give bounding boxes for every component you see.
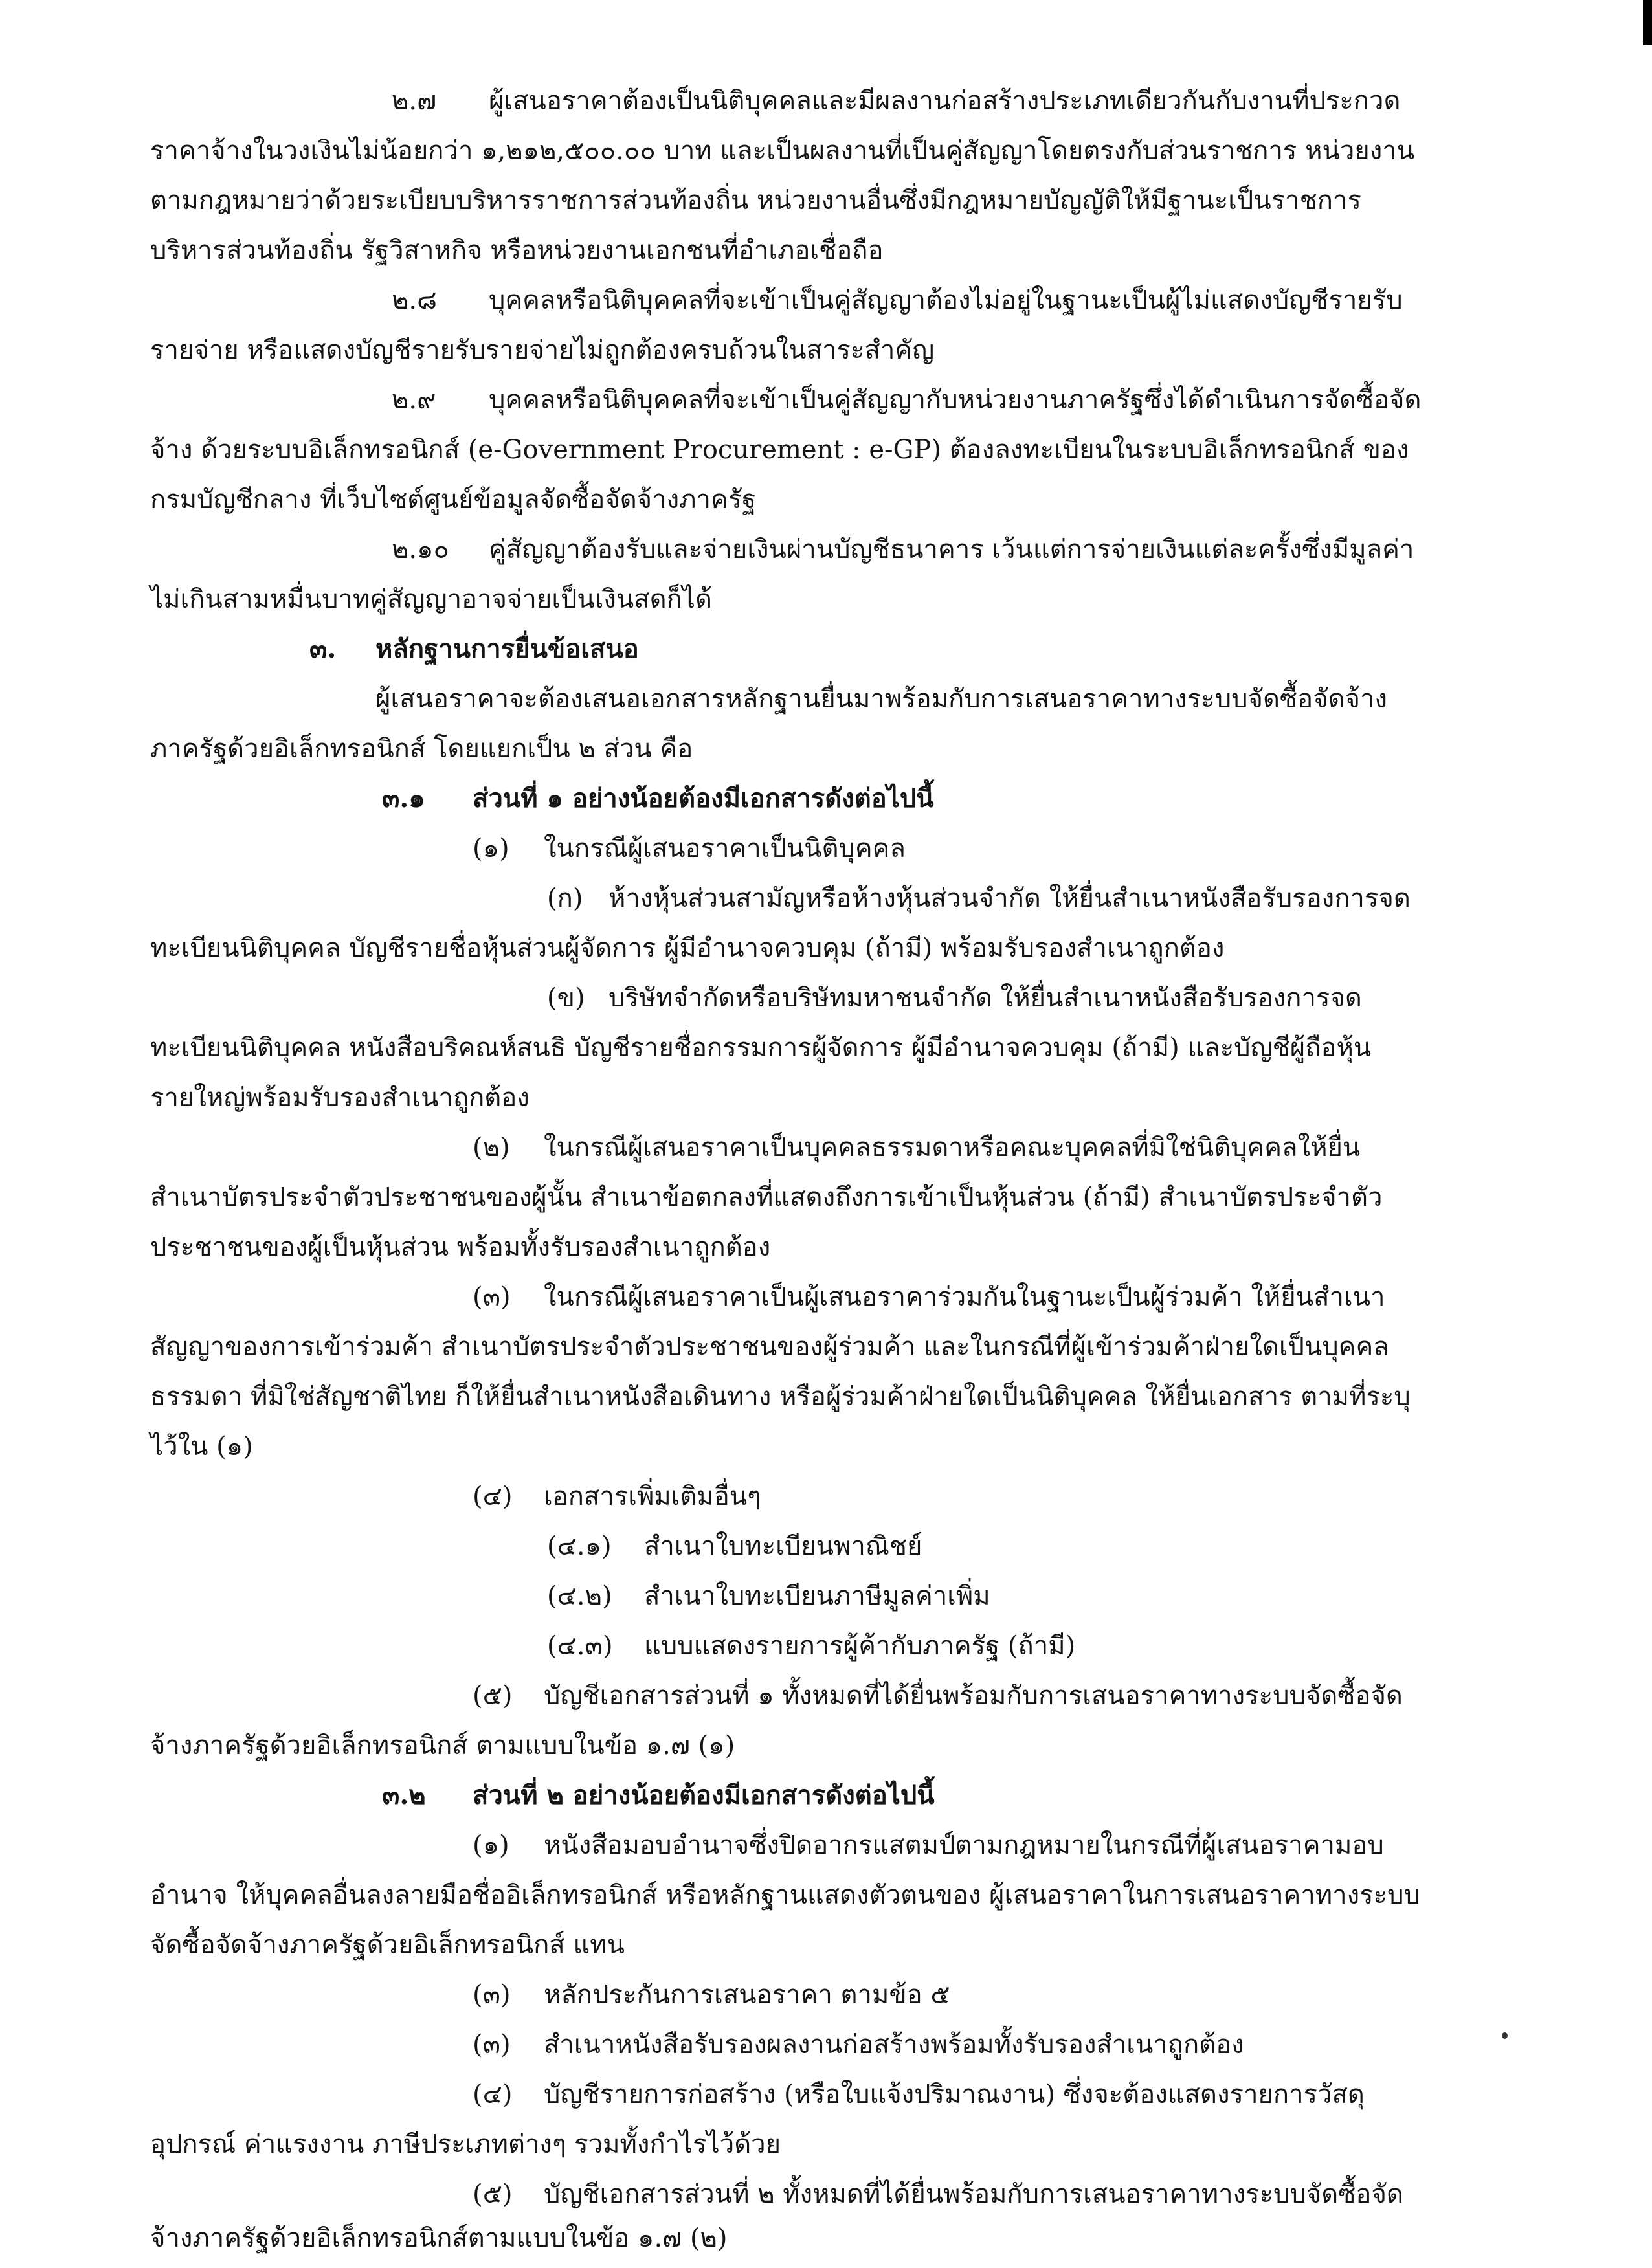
document-page: ๒.๗ ผู้เสนอราคาต้องเป็นนิติบุคคลและมีผลงานก่อสร้างประเภทเดียวกันกับงานที่ประกวด ราคาจ้างในวงเงินไม่น้อยกว่า ๑,๒๑๒,๕๐๐.๐๐ บาท และเป็นผลงานที่เป็นคู่สัญญาโดยตรงกับส่วนราชการ หน่วยงาน ตามกฎหมายว่าด้วยระเบียบบริหารราชการส่วนท้องถิ่น หน่วยงานอื่นซึ่งมีกฎหมายบัญญัติให้มีฐานะเป็นราชการ บริหารส่วนท้องถิ่น รัฐวิสาหกิจ หรือหน่วยงานเอกชนที่อำเภอเชื่อถือ ๒.๘ บุคคลหรือนิติบุคคลที่จะเข้าเป็นคู่สัญญาต้องไม่อยู่ในฐานะเป็นผู้ไม่แสดงบัญชีรายรับ รายจ่าย หรือแสดงบัญชีรายรับรายจ่ายไม่ถูกต้องครบถ้วนในสาระสำคัญ ๒.๙ บุคคลหรือนิติบุคคลที่จะเข้าเป็นคู่สัญญากับหน่วยงานภาครัฐซึ่งได้ดำเนินการจัดซื้อจัด จ้าง ด้วยระบบอิเล็กทรอนิกส์ (e-Government Procurement : e-GP) ต้องลงทะเบียนในระบบอิเล็กทรอนิกส์ ของ กรมบัญชีกลาง ที่เว็บไซต์ศูนย์ข้อมูลจัดซื้อจัดจ้างภาครัฐ ๒.๑๐ คู่สัญญาต้องรับและจ่ายเงินผ่านบัญชีธนาคาร เว้นแต่การจ่ายเงินแต่ละครั้งซึ่งมีมูลค่า ไม่เกินสามหมื่นบาทคู่สัญญาอาจจ่ายเป็นเงินสดก็ได้ ๓. หลักฐานการยื่นข้อเสนอ ผู้เสนอราคาจะต้องเสนอเอกสารหลักฐานยื่นมาพร้อมกับการเสนอราคาทางระบบจัดซื้อจัดจ้าง ภาครัฐด้วยอิเล็กทรอนิกส์ โดยแยกเป็น ๒ ส่วน คือ ๓.๑ ส่วนที่ ๑ อย่างน้อยต้องมีเอกสารดังต่อไปนี้ (๑) ในกรณีผู้เสนอราคาเป็นนิติบุคคล (ก) ห้างหุ้นส่วนสามัญหรือห้างหุ้นส่วนจำกัด ให้ยื่นสำเนาหนังสือรับรองการจด ทะเบียนนิติบุคคล บัญชีรายชื่อหุ้นส่วนผู้จัดการ ผู้มีอำนาจควบคุม (ถ้ามี) พร้อมรับรองสำเนาถูกต้อง (ข) บริษัทจำกัดหรือบริษัทมหาชนจำกัด ให้ยื่นสำเนาหนังสือรับรองการจด ทะเบียนนิติบุคคล หนังสือบริคณห์สนธิ บัญชีรายชื่อกรรมการผู้จัดการ ผู้มีอำนาจควบคุม (ถ้ามี) และบัญชีผู้ถือหุ้น รายใหญ่พร้อมรับรองสำเนาถูกต้อง (๒) ในกรณีผู้เสนอราคาเป็นบุคคลธรรมดาหรือคณะบุคคลที่มิใช่นิติบุคคลให้ยื่น สำเนาบัตรประจำตัวประชาชนของผู้นั้น สำเนาข้อตกลงที่แสดงถึงการเข้าเป็นหุ้นส่วน (ถ้ามี) สำเนาบัตรประจำตัว ประชาชนของผู้เป็นหุ้นส่วน พร้อมทั้งรับรองสำเนาถูกต้อง (๓) ในกรณีผู้เสนอราคาเป็นผู้เสนอราคาร่วมกันในฐานะเป็นผู้ร่วมค้า ให้ยื่นสำเนา สัญญาของการเข้าร่วมค้า สำเนาบัตรประจำตัวประชาชนของผู้ร่วมค้า และในกรณีที่ผู้เข้าร่วมค้าฝ่ายใดเป็นบุคคล ธรรมดา ที่มิใช่สัญชาติไทย ก็ให้ยื่นสำเนาหนังสือเดินทาง หรือผู้ร่วมค้าฝ่ายใดเป็นนิติบุคคล ให้ยื่นเอกสาร ตามที่ระบุ ไว้ใน (๑) (๔) เอกสารเพิ่มเติมอื่นๆ (๔.๑) สำเนาใบทะเบียนพาณิชย์ (๔.๒) สำเนาใบทะเบียนภาษีมูลค่าเพิ่ม (๔.๓) แบบแสดงรายการผู้ค้ากับภาครัฐ (ถ้ามี) (๕) บัญชีเอกสารส่วนที่ ๑ ทั้งหมดที่ได้ยื่นพร้อมกับการเสนอราคาทางระบบจัดซื้อจัด จ้างภาครัฐด้วยอิเล็กทรอนิกส์ ตามแบบในข้อ ๑.๗ (๑) ๓.๒ ส่วนที่ ๒ อย่างน้อยต้องมีเอกสารดังต่อไปนี้ (๑) หนังสือมอบอำนาจซึ่งปิดอากรแสตมป์ตามกฎหมายในกรณีที่ผู้เสนอราคามอบ อำนาจ ให้บุคคลอื่นลงลายมือชื่ออิเล็กทรอนิกส์ หรือหลักฐานแสดงตัวตนของ ผู้เสนอราคาในการเสนอราคาทางระบบ จัดซื้อจัดจ้างภาครัฐด้วยอิเล็กทรอนิกส์ แทน (๓) หลักประกันการเสนอราคา ตามข้อ ๕ (๓) สำเนาหนังสือรับรองผลงานก่อสร้างพร้อมทั้งรับรองสำเนาถูกต้อง (๔) บัญชีรายการก่อสร้าง (หรือใบแจ้งปริมาณงาน) ซึ่งจะต้องแสดงรายการวัสดุ อุปกรณ์ ค่าแรงงาน ภาษีประเภทต่างๆ รวมทั้งกำไรไว้ด้วย (๕) บัญชีเอกสารส่วนที่ ๒ ทั้งหมดที่ได้ยื่นพร้อมกับการเสนอราคาทางระบบจัดซื้อจัด จ้างภาครัฐด้วยอิเล็กทรอนิกส์ตามแบบในข้อ ๑.๗ (๒) bbox=[0, 0, 1652, 2268]
scan-speck bbox=[1502, 2032, 1508, 2039]
scan-edge-shadow bbox=[1643, 0, 1652, 45]
